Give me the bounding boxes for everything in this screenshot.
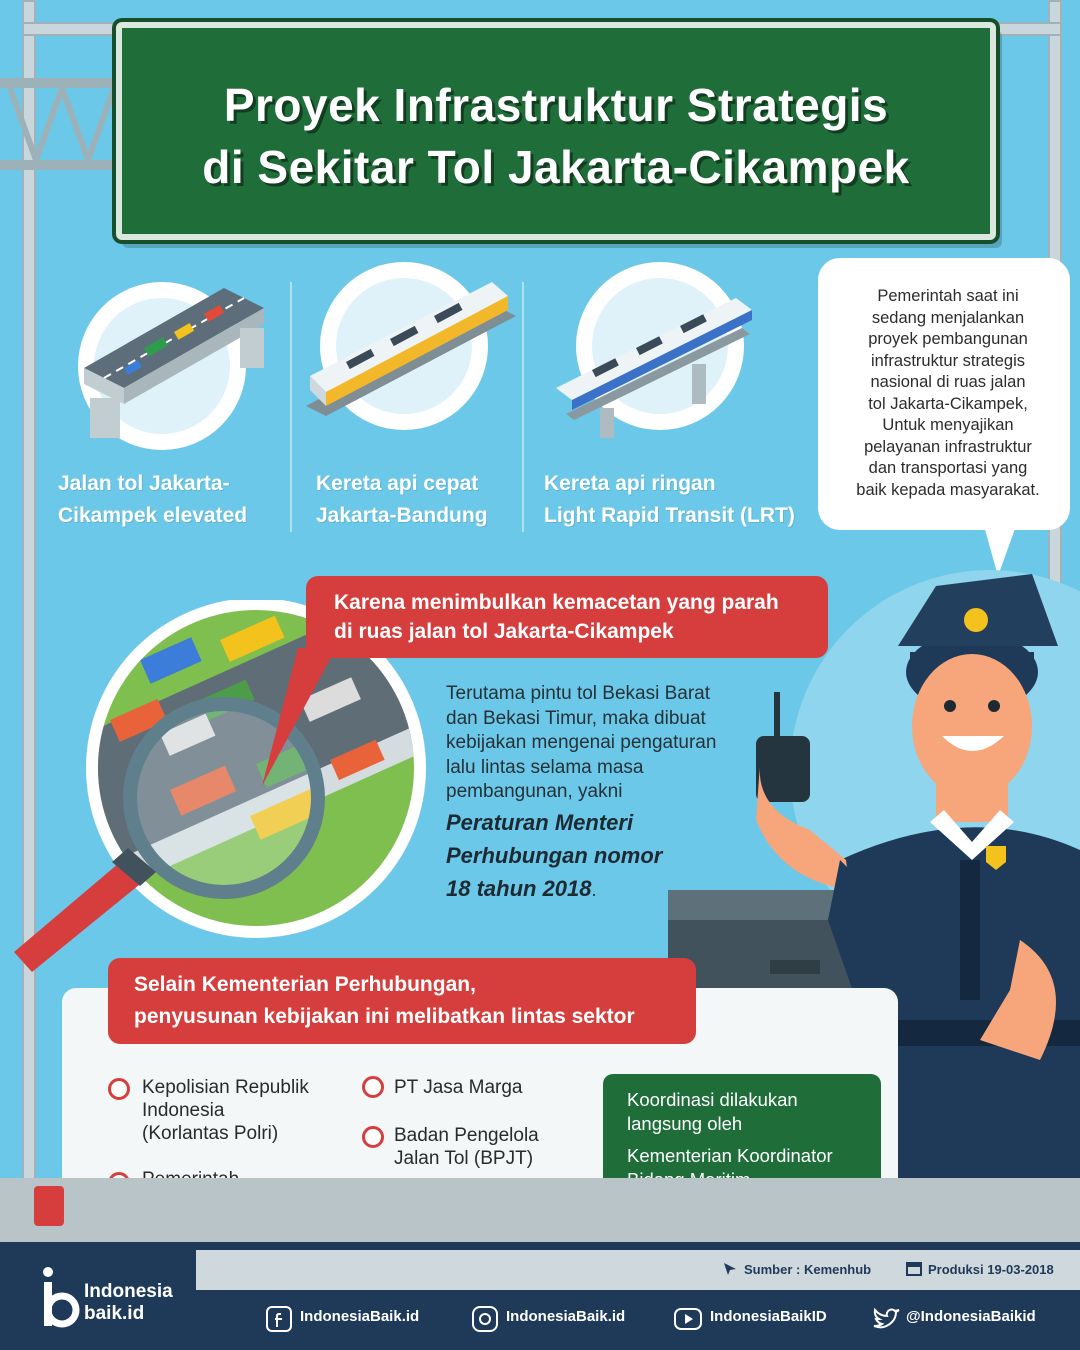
- sector-item-polri: [142, 1076, 342, 1145]
- twitter-icon[interactable]: [872, 1308, 900, 1330]
- project-caption-3-line2: Light Rapid Transit (LRT): [544, 504, 795, 527]
- project-caption-1: [58, 468, 288, 532]
- project-caption-2: [316, 468, 516, 532]
- policy-line: lalu lintas selama masa: [446, 756, 644, 778]
- sector-item-line: Kepolisian Republik: [142, 1077, 309, 1098]
- speech-bubble-text: [838, 286, 1058, 501]
- bullet-icon: [362, 1126, 384, 1148]
- title-line-2: di Sekitar Tol Jakarta-Cikampek: [202, 141, 910, 193]
- project-caption-1-line2: Cikampek elevated: [58, 504, 248, 527]
- bubble-line: Pemerintah saat ini: [877, 287, 1019, 305]
- social-instagram[interactable]: IndonesiaBaik.id: [506, 1308, 626, 1325]
- bubble-line: dan transportasi yang: [868, 459, 1028, 477]
- production-date: Produksi 19-03-2018: [928, 1262, 1054, 1277]
- regulation-period: .: [591, 880, 597, 900]
- coordination-line2: langsung oleh: [627, 1113, 743, 1134]
- regulation-line: 18 tahun 2018: [446, 876, 592, 901]
- congestion-banner-line2: di ruas jalan tol Jakarta-Cikampek: [334, 620, 674, 643]
- social-facebook[interactable]: IndonesiaBaik.id: [300, 1308, 420, 1325]
- instagram-icon[interactable]: [472, 1306, 498, 1332]
- youtube-icon[interactable]: [674, 1308, 702, 1330]
- high-speed-train-icon: [296, 266, 526, 436]
- bubble-line: nasional di ruas jalan: [870, 373, 1026, 391]
- project-caption-3: [544, 468, 814, 532]
- indonesia-baik-logo-icon: [40, 1266, 80, 1330]
- regulation-line: Perhubungan nomor: [446, 843, 663, 868]
- title-line-1: Proyek Infrastruktur Strategis: [223, 79, 889, 131]
- source-icon: [722, 1261, 738, 1277]
- policy-line: pembangunan, yakni: [446, 781, 623, 802]
- regulation-line: Peraturan Menteri: [446, 810, 634, 835]
- bullet-icon: [108, 1078, 130, 1100]
- bubble-line: infrastruktur strategis: [870, 351, 1026, 370]
- congestion-banner-line1: Karena menimbulkan kemacetan yang parah: [334, 591, 779, 614]
- sector-item-line: Jalan Tol (BPJT): [394, 1148, 534, 1169]
- social-twitter[interactable]: @IndonesiaBaikid: [906, 1308, 1036, 1325]
- project-caption-1-line1: Jalan tol Jakarta-: [58, 472, 230, 495]
- facebook-icon[interactable]: [266, 1306, 292, 1332]
- sector-item-line: (Korlantas Polri): [142, 1123, 279, 1144]
- sector-item-bpjt: [394, 1124, 594, 1170]
- lrt-train-icon: [536, 284, 766, 444]
- project-caption-3-line1: Kereta api ringan: [544, 472, 716, 495]
- bubble-line: sedang menjalankan: [871, 308, 1025, 327]
- logo: [0, 1242, 196, 1350]
- bubble-line: Untuk menyajikan: [882, 416, 1014, 434]
- project-caption-2-line1: Kereta api cepat: [316, 472, 479, 495]
- social-youtube[interactable]: IndonesiaBaikID: [710, 1308, 827, 1325]
- sector-banner: [108, 958, 696, 1044]
- elevated-highway-icon: [64, 248, 284, 448]
- policy-line: dan Bekasi Timur, maka dibuat: [446, 707, 706, 729]
- red-vehicle: [34, 1186, 64, 1226]
- bubble-line: proyek pembangunan: [868, 330, 1028, 348]
- title-sign: [116, 22, 996, 240]
- project-divider-2: [522, 282, 524, 532]
- policy-line: kebijakan mengenai pengaturan: [446, 732, 717, 753]
- project-divider-1: [290, 282, 292, 532]
- project-caption-2-line2: Jakarta-Bandung: [316, 504, 488, 527]
- policy-line: Terutama pintu tol Bekasi Barat: [446, 683, 711, 704]
- bubble-line: tol Jakarta-Cikampek,: [868, 394, 1028, 413]
- sector-item-line: Indonesia: [142, 1100, 225, 1121]
- road-strip: [0, 1178, 1080, 1244]
- logo-text-line1: Indonesia: [84, 1281, 173, 1302]
- sector-banner-line1: Selain Kementerian Perhubungan,: [134, 973, 476, 996]
- logo-text-line2: baik.id: [84, 1303, 145, 1324]
- banner-pointer: [258, 648, 338, 788]
- bubble-line: baik kepada masyarakat.: [856, 480, 1040, 499]
- source-text: Sumber : Kemenhub: [744, 1262, 872, 1277]
- bubble-line: pelayanan infrastruktur: [864, 437, 1032, 456]
- calendar-icon: [906, 1260, 922, 1276]
- sector-banner-line2: penyusunan kebijakan ini melibatkan lintas sektor: [134, 1005, 635, 1028]
- sector-item-line: PT Jasa Marga: [394, 1077, 523, 1098]
- sector-item-jasa-marga: [394, 1076, 594, 1099]
- coordination-line3: Kementerian Koordinator: [627, 1145, 833, 1166]
- bullet-icon: [362, 1076, 384, 1098]
- gantry-truss: [0, 78, 120, 170]
- coordination-line1: Koordinasi dilakukan: [627, 1089, 798, 1110]
- sector-item-line: Badan Pengelola: [394, 1125, 539, 1146]
